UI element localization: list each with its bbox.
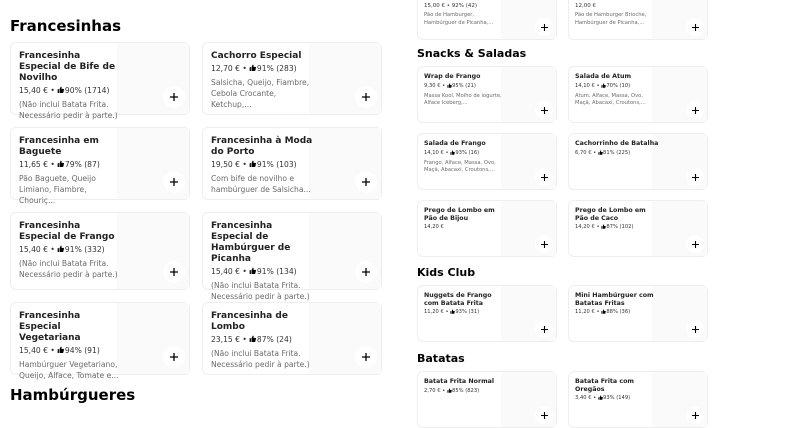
item-name: Batata Frita Normal: [424, 378, 495, 385]
item-description: Com bife de novilho e hambúrguer de Salsicha...: [211, 173, 311, 194]
add-to-cart-button[interactable]: [163, 86, 185, 108]
menu-item-card[interactable]: [568, 371, 708, 428]
item-name: Francesinha à Moda do Porto: [211, 136, 313, 157]
plus-icon: [692, 174, 699, 181]
card-body: [575, 1, 659, 27]
item-rating: 91% (134): [256, 266, 297, 276]
item-price: 11,65 €: [19, 159, 48, 169]
card-body: [575, 292, 659, 317]
item-name: Salada de Frango: [424, 140, 486, 147]
menu-item-card[interactable]: [202, 212, 382, 301]
card-body: [424, 378, 508, 395]
item-price: 9,30 €: [424, 82, 441, 89]
item-rating: 91% (332): [64, 244, 105, 254]
plus-icon: [692, 24, 699, 31]
item-name: Francesinha Especial de Bife de Novilho: [19, 51, 116, 83]
menu-item-card[interactable]: [417, 133, 557, 190]
item-meta-text: 15,00 € • 92% (42): [424, 3, 477, 9]
item-meta: [575, 224, 659, 231]
separator: •: [48, 159, 58, 169]
separator: •: [440, 387, 447, 394]
separator: •: [594, 224, 602, 231]
add-to-cart-button[interactable]: [686, 406, 704, 424]
separator: •: [443, 309, 451, 316]
item-name: Batata Frita com Oregãos: [575, 378, 634, 393]
add-to-cart-button[interactable]: [163, 171, 185, 193]
item-description: Pão Baguete, Queijo Limiano, Fiambre, Chouriç...: [19, 173, 96, 205]
add-to-cart-button[interactable]: [163, 261, 185, 283]
plus-icon: [362, 353, 370, 361]
item-name: Francesinha Especial de Frango: [19, 221, 115, 242]
separator: •: [240, 159, 250, 169]
item-rating: 87% (24): [256, 334, 292, 344]
add-to-cart-button[interactable]: [686, 101, 704, 119]
add-to-cart-button[interactable]: [535, 406, 553, 424]
item-description: Pão de Hamburger Brioche, Hambúrguer de Picanha,...: [575, 12, 647, 26]
item-rating: 90% (1714): [64, 85, 110, 95]
menu-item-card[interactable]: [568, 285, 708, 342]
separator: •: [240, 63, 250, 73]
item-rating: 87% (102): [606, 224, 634, 231]
item-price: 14,10 €: [424, 149, 444, 156]
item-rating: 93% (149): [603, 395, 631, 402]
add-to-cart-button[interactable]: [535, 320, 553, 338]
item-meta: [211, 267, 317, 277]
add-to-cart-button[interactable]: [535, 168, 553, 186]
menu-item-card[interactable]: [417, 200, 557, 257]
item-price: 15,40 €: [211, 266, 240, 276]
item-price: 14,20 €: [575, 224, 595, 231]
menu-item-card[interactable]: [417, 66, 557, 123]
separator: •: [48, 345, 58, 355]
menu-item-card[interactable]: [10, 42, 190, 120]
menu-item-card[interactable]: [10, 302, 190, 380]
card-body: [575, 207, 659, 232]
menu-item-card[interactable]: [417, 0, 557, 40]
plus-icon: [692, 326, 699, 333]
item-description: Pão de Hamburger, Hambúrguer de Picanha,...: [424, 12, 494, 26]
card-body: [575, 73, 659, 108]
plus-icon: [170, 93, 178, 101]
menu-item-card[interactable]: [417, 371, 557, 428]
card-body: [424, 73, 508, 108]
menu-item-card[interactable]: [10, 127, 190, 205]
item-meta: [19, 160, 125, 170]
item-meta: [211, 160, 317, 170]
card-body: [19, 51, 125, 121]
item-rating: 88% (36): [606, 309, 631, 316]
item-price: 11,20 €: [424, 309, 444, 316]
card-body: [575, 140, 659, 157]
plus-icon: [692, 107, 699, 114]
item-rating: 91% (283): [256, 63, 297, 73]
item-rating: 95% (21): [452, 82, 476, 89]
separator: •: [48, 85, 58, 95]
add-to-cart-button[interactable]: [686, 320, 704, 338]
item-meta: [19, 86, 125, 96]
card-body: [19, 221, 125, 280]
thumbs-up-icon: [57, 245, 65, 255]
item-rating: 79% (87): [64, 159, 100, 169]
item-rating: 91% (103): [256, 159, 297, 169]
item-rating: 85% (823): [452, 387, 480, 394]
thumbs-up-icon: [249, 267, 257, 277]
plus-icon: [362, 268, 370, 276]
item-meta: [575, 3, 659, 9]
thumbs-up-icon: [57, 346, 65, 356]
plus-icon: [170, 353, 178, 361]
add-to-cart-button[interactable]: [686, 18, 704, 36]
card-body: [424, 140, 508, 175]
item-meta: [575, 309, 659, 316]
add-to-cart-button[interactable]: [686, 168, 704, 186]
item-price: 14,20 €: [424, 224, 444, 231]
item-description: Hambúrguer Vegetariano, Queijo, Alface, Tomate e...: [19, 359, 119, 380]
plus-icon: [170, 178, 178, 186]
item-price: 19,50 €: [211, 159, 240, 169]
card-body: [211, 221, 317, 302]
item-meta: [424, 224, 508, 230]
separator: •: [440, 82, 447, 89]
separator: •: [591, 149, 598, 156]
card-body: [19, 311, 125, 381]
separator: •: [240, 266, 250, 276]
add-to-cart-button[interactable]: [355, 346, 377, 368]
plus-icon: [541, 412, 548, 419]
item-price: 15,40 €: [19, 345, 48, 355]
item-rating: 94% (91): [64, 345, 100, 355]
item-price: 12,70 €: [211, 63, 240, 73]
item-name: Cachorrinho de Batalha: [575, 140, 659, 147]
menu-item-card[interactable]: [568, 200, 708, 257]
card-body: [211, 136, 317, 195]
item-name: Prego de Lombo em Pão de Bijou: [424, 207, 495, 222]
item-meta: [575, 150, 659, 157]
menu-item-card[interactable]: [202, 127, 382, 200]
item-name: Nuggets de Frango com Batata Frita: [424, 292, 492, 307]
menu-item-card[interactable]: [202, 302, 382, 375]
card-body: [211, 51, 317, 109]
item-name: Prego de Lombo em Pão de Caco: [575, 207, 646, 222]
item-description: Massa Kool, Molho de iogurte, Alface Iceberg,...: [424, 92, 502, 107]
item-description: (Não inclui Batata Frita. Necessário pedir à parte.): [19, 99, 118, 120]
add-to-cart-button[interactable]: [535, 101, 553, 119]
item-meta: [424, 309, 508, 316]
plus-icon: [362, 93, 370, 101]
item-name: Cachorro Especial: [211, 51, 302, 61]
thumbs-up-icon: [249, 335, 257, 345]
item-name: Francesinha Especial de Hambúrguer de Picanha: [211, 221, 291, 264]
section-title-francesinhas: Francesinhas: [10, 17, 122, 35]
section-title-snacks: Snacks & Saladas: [417, 47, 527, 60]
plus-icon: [692, 412, 699, 419]
separator: •: [48, 244, 58, 254]
plus-icon: [692, 241, 699, 248]
item-name: Mini Hambúrguer com Batatas Fritas: [575, 292, 654, 307]
add-to-cart-button[interactable]: [163, 346, 185, 368]
item-meta: [211, 64, 317, 74]
add-to-cart-button[interactable]: [535, 235, 553, 253]
item-meta: [575, 83, 659, 90]
item-name: Wrap de Frango: [424, 73, 481, 80]
menu-item-card[interactable]: [568, 66, 708, 123]
plus-icon: [541, 107, 548, 114]
menu-item-card[interactable]: [417, 285, 557, 342]
card-body: [424, 292, 508, 317]
item-price: 15,40 €: [19, 85, 48, 95]
item-price: 6,70 €: [575, 149, 592, 156]
menu-item-card[interactable]: [10, 212, 190, 290]
separator: •: [443, 149, 451, 156]
plus-icon: [541, 326, 548, 333]
separator: •: [240, 334, 250, 344]
plus-icon: [541, 174, 548, 181]
item-name: Francesinha de Lombo: [211, 311, 288, 332]
item-description: (Não inclui Batata Frita. Necessário pedir à parte.): [211, 280, 310, 301]
item-meta: [424, 150, 508, 157]
item-rating: 93% (31): [455, 309, 480, 316]
add-to-cart-button[interactable]: [355, 86, 377, 108]
item-price: 14,10 €: [575, 82, 595, 89]
item-meta-text: 12,00 €: [575, 3, 596, 9]
add-to-cart-button[interactable]: [686, 235, 704, 253]
item-price: 2,70 €: [424, 387, 441, 394]
item-meta: [424, 83, 508, 90]
item-meta: [424, 388, 508, 395]
card-body: [424, 1, 508, 27]
item-meta: [424, 3, 508, 9]
item-meta: [19, 346, 125, 356]
section-title-kids: Kids Club: [417, 266, 476, 279]
item-meta: [19, 245, 125, 255]
section-title-hamburgueres: Hambúrgueres: [10, 386, 136, 404]
menu-item-card[interactable]: [202, 42, 382, 115]
card-body: [575, 378, 659, 403]
menu-item-card[interactable]: [568, 0, 708, 40]
thumbs-up-icon: [57, 86, 65, 96]
separator: •: [594, 309, 602, 316]
item-rating: 81% (225): [603, 149, 631, 156]
item-description: (Não inclui Batata Frita. Necessário pedir à parte.): [211, 348, 310, 369]
separator: •: [594, 82, 602, 89]
card-body: [211, 311, 317, 370]
thumbs-up-icon: [57, 160, 65, 170]
card-body: [19, 136, 125, 205]
thumbs-up-icon: [249, 160, 257, 170]
item-name: Salada de Atum: [575, 73, 632, 80]
item-description: (Não inclui Batata Frita. Necessário pedir à parte.): [19, 258, 118, 279]
add-to-cart-button[interactable]: [355, 261, 377, 283]
card-body: [424, 207, 508, 230]
item-price: 15,40 €: [19, 244, 48, 254]
item-price: 3,40 €: [575, 395, 592, 402]
section-title-batatas: Batatas: [417, 352, 465, 365]
item-description: Frango, Alface, Massa, Ovo, Maçã, Abacaxi, Croutons,...: [424, 159, 496, 174]
item-meta: [575, 395, 659, 402]
separator: •: [591, 395, 598, 402]
add-to-cart-button[interactable]: [355, 171, 377, 193]
plus-icon: [362, 178, 370, 186]
plus-icon: [541, 241, 548, 248]
plus-icon: [170, 268, 178, 276]
item-description: Atum, Alface, Massa, Ovo, Maçã, Abacaxi, Croutons,...: [575, 92, 646, 107]
item-description: Salsicha, Queijo, Fiambre, Cebola Crocante, Ketchup,...: [211, 77, 310, 109]
item-price: 23,15 €: [211, 334, 240, 344]
item-rating: 93% (16): [455, 149, 480, 156]
item-name: Francesinha em Baguete: [19, 136, 99, 157]
add-to-cart-button[interactable]: [535, 18, 553, 36]
item-name: Francesinha Especial Vegetariana: [19, 311, 81, 343]
thumbs-up-icon: [249, 64, 257, 74]
plus-icon: [541, 24, 548, 31]
item-price: 11,20 €: [575, 309, 595, 316]
item-rating: 70% (10): [606, 82, 631, 89]
item-meta: [211, 335, 317, 345]
menu-item-card[interactable]: [568, 133, 708, 190]
